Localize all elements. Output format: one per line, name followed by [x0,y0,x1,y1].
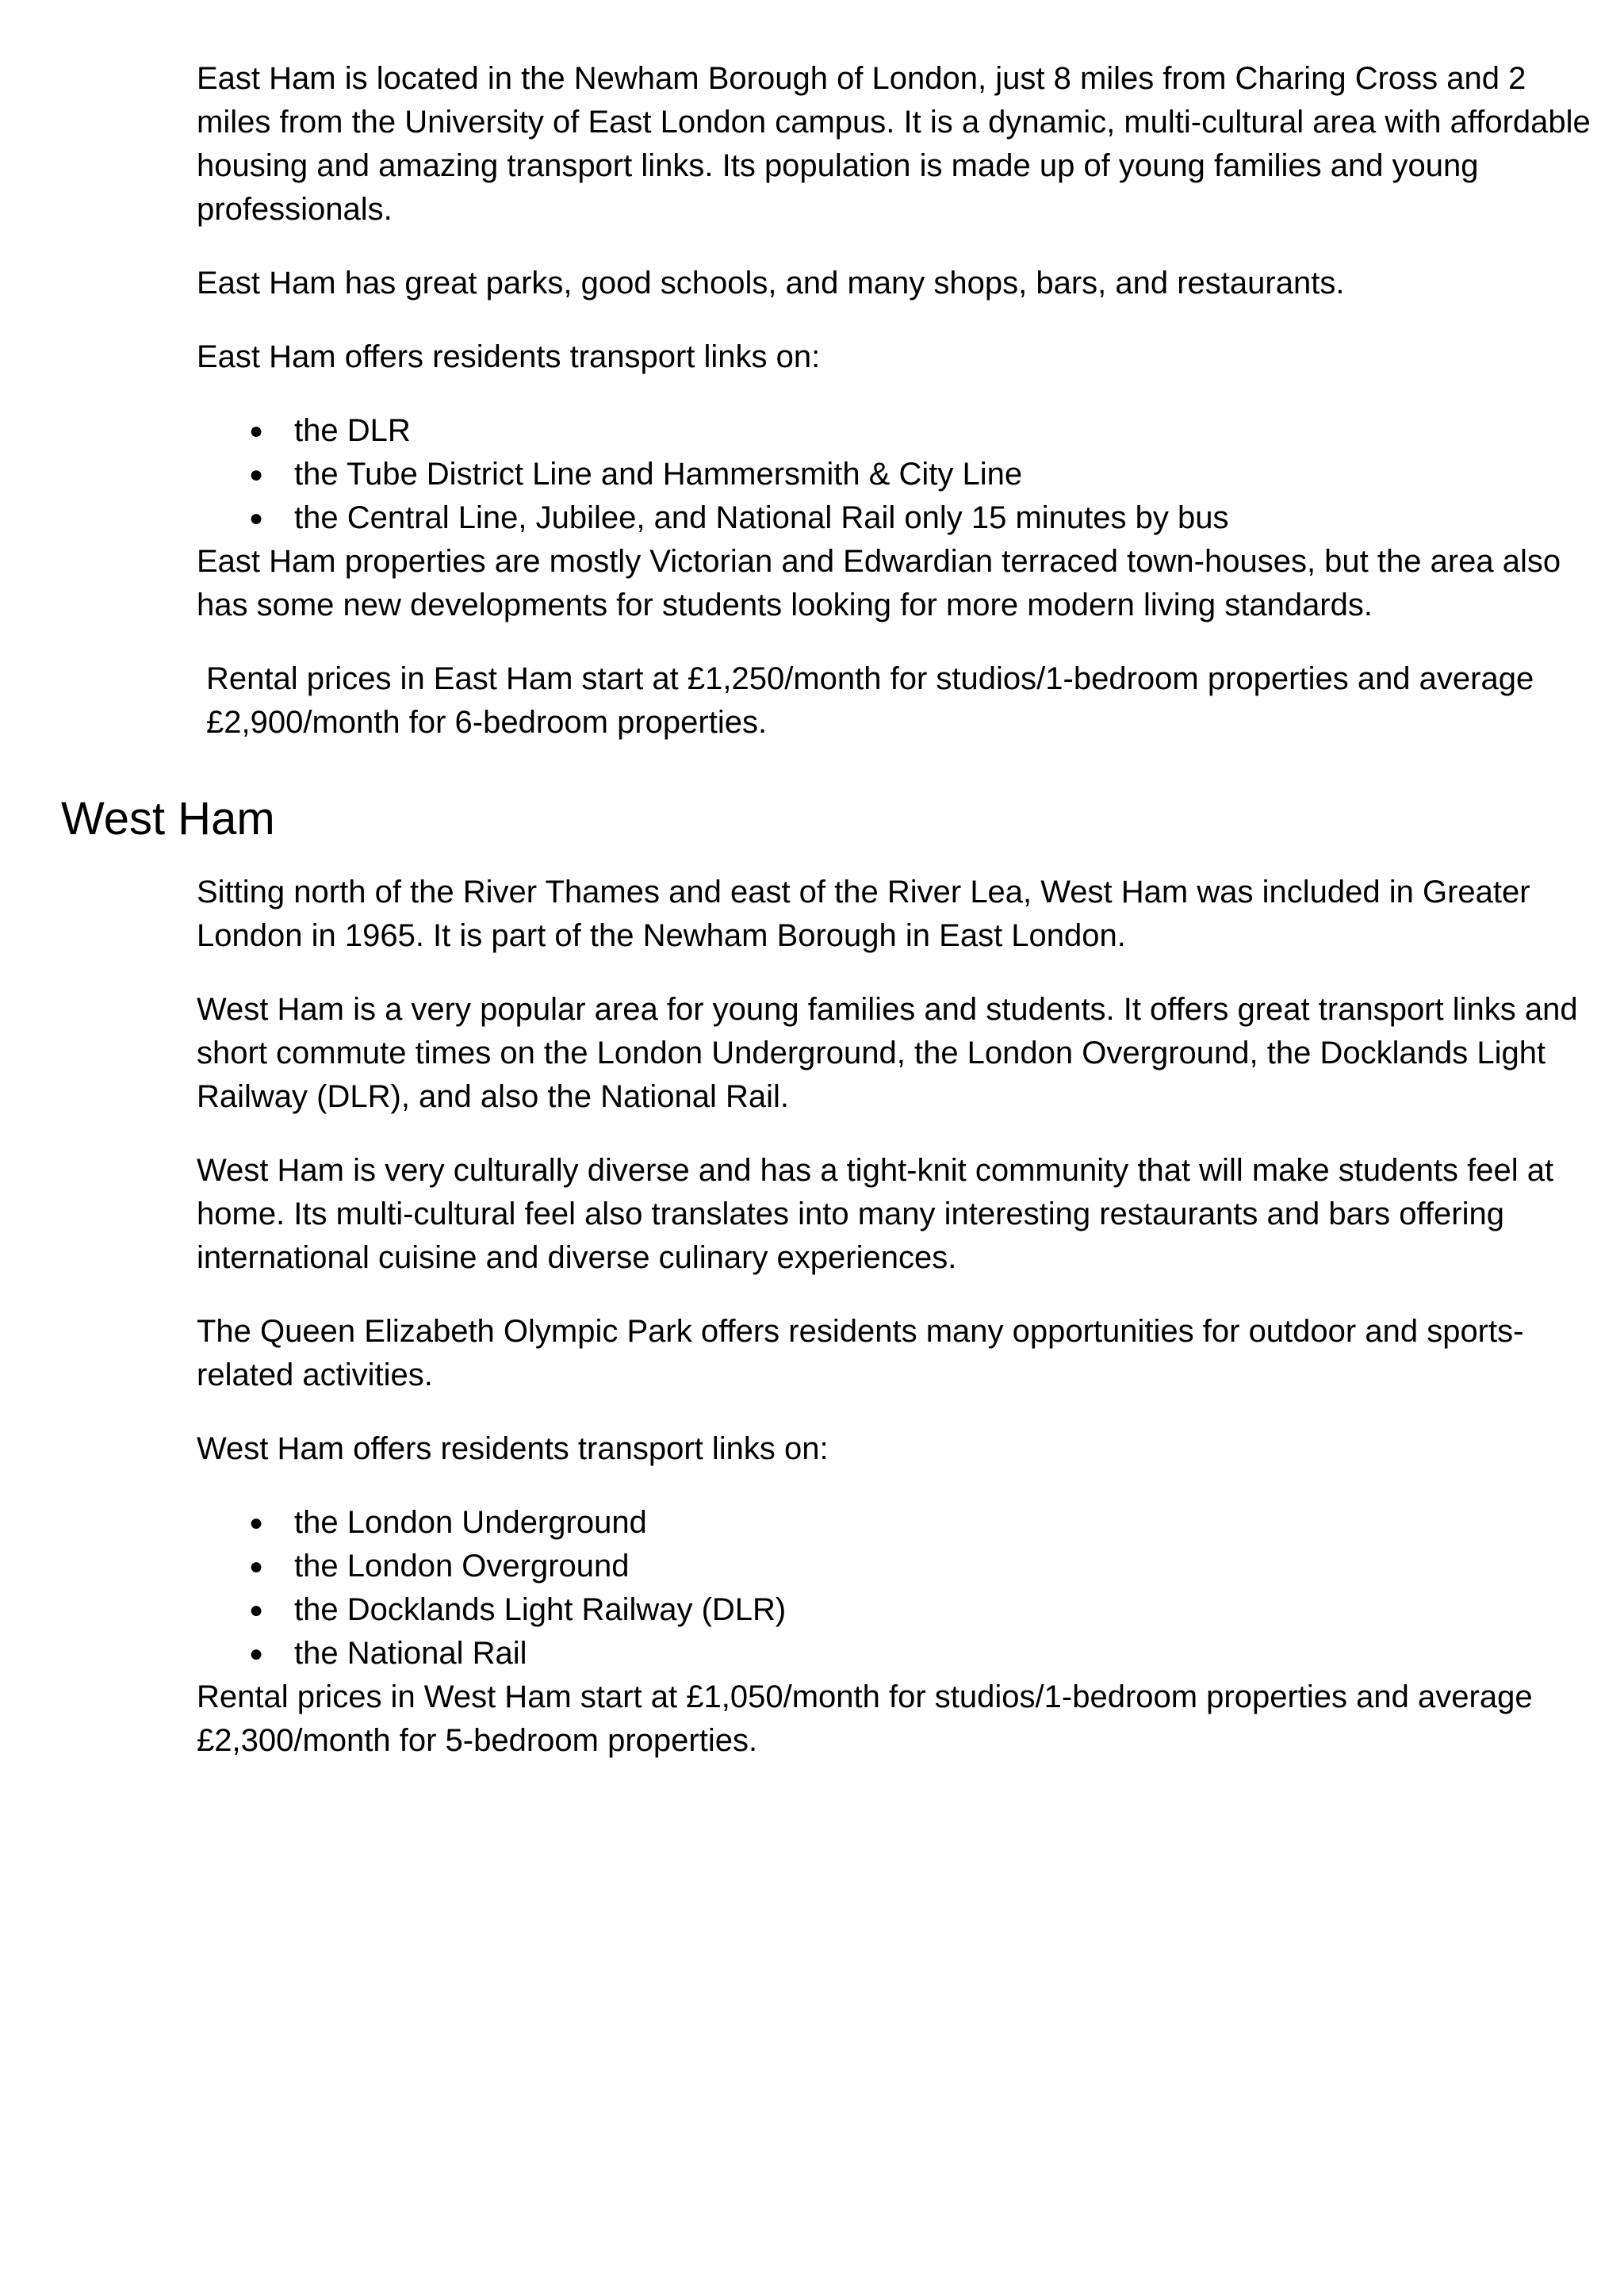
west-ham-intro-paragraph: Sitting north of the River Thames and east of the River Lea, West Ham was included in Greater London in 1965. It is part of the Newham Borough in East London. [197,875,1530,953]
bullet-icon: ● [249,461,264,488]
list-item [197,453,1592,496]
list-item-text: the London Overground [294,1549,630,1584]
east-ham-intro-paragraph: East Ham is located in the Newham Borough of London, just 8 miles from Charing Cross and 2 miles from the University of East London campus. It is a dynamic, multi-cultural area with affordable housing and amazing transport links. Its population is made up of young families and young professionals. [197,61,1591,227]
list-item [197,1545,1592,1588]
bullet-icon: ● [249,1597,264,1623]
list-item [197,496,1592,540]
bullet-icon: ● [249,1641,264,1667]
east-ham-section [197,57,1592,745]
bullet-icon: ● [249,1510,264,1536]
east-ham-transport-intro: East Ham offers residents transport links on: [197,339,821,374]
list-item [197,1501,1592,1545]
list-item [197,1632,1592,1676]
west-ham-culture-paragraph: West Ham is very culturally diverse and has a tight-knit community that will make students feel at home. Its multi-cultural feel also translates into many interesting restaurants and bars offering international cuisine and diverse culinary experiences. [197,1153,1554,1275]
west-ham-popularity-paragraph: West Ham is a very popular area for young families and students. It offers great transport links and short commute times on the London Underground, the London Overground, the Docklands Light Railway (DLR), and also the National Rail. [197,992,1578,1114]
east-ham-rental-paragraph: Rental prices in East Ham start at £1,250/month for studios/1-bedroom properties and average £2,900/month for 6-bedroom properties. [206,661,1534,740]
west-ham-section [197,871,1592,1763]
bullet-icon: ● [249,1553,264,1580]
west-ham-transport-list [197,1501,1592,1676]
west-ham-rental-paragraph: Rental prices in West Ham start at £1,050/month for studios/1-bedroom properties and average £2,300/month for 5-bedroom properties. [197,1679,1533,1758]
east-ham-amenities-paragraph: East Ham has great parks, good schools, and many shops, bars, and restaurants. [197,266,1345,301]
list-item-text: the National Rail [294,1636,527,1671]
west-ham-park-paragraph: The Queen Elizabeth Olympic Park offers residents many opportunities for outdoor and sports-related activities. [197,1314,1524,1392]
bullet-icon: ● [249,418,264,444]
east-ham-transport-list [197,409,1592,540]
west-ham-heading: West Ham [61,793,275,844]
west-ham-transport-intro: West Ham offers residents transport links on: [197,1431,829,1466]
bullet-icon: ● [249,505,264,531]
list-item [197,409,1592,453]
list-item [197,1588,1592,1632]
list-item-text: the London Underground [294,1505,647,1540]
list-item-text: the Central Line, Jubilee, and National Rail only 15 minutes by bus [294,500,1229,535]
east-ham-properties-paragraph: East Ham properties are mostly Victorian and Edwardian terraced town-houses, but the area also has some new developments for students looking for more modern living standards. [197,544,1561,622]
list-item-text: the Docklands Light Railway (DLR) [294,1592,787,1627]
list-item-text: the Tube District Line and Hammersmith & City Line [294,457,1023,492]
list-item-text: the DLR [294,413,411,448]
